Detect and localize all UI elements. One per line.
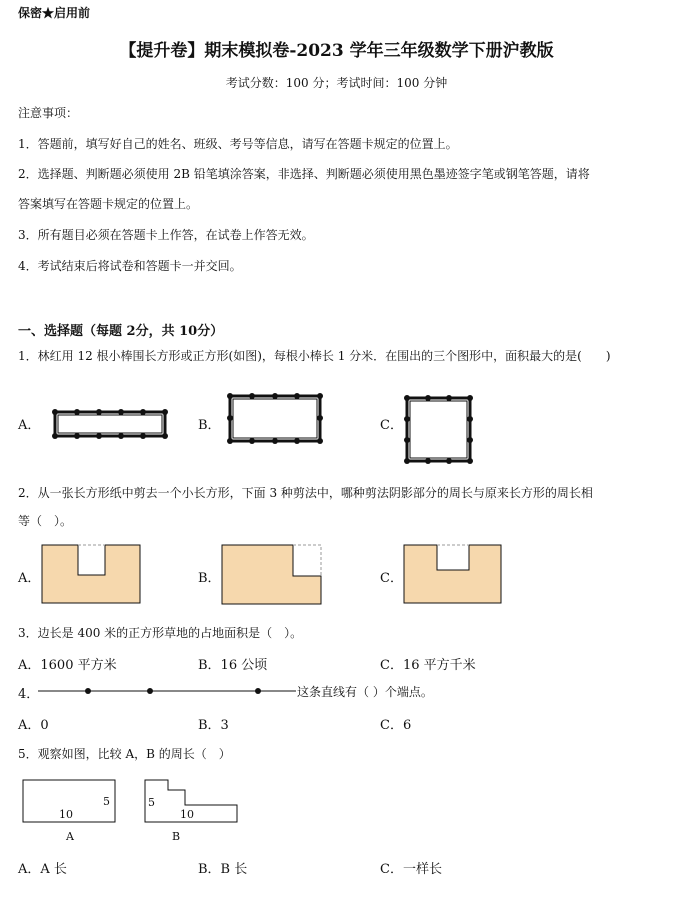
notes-heading: 注意事项： bbox=[18, 106, 79, 120]
q5-option-b: B．B 长 bbox=[198, 862, 248, 877]
q1-stem: 1．林红用 12 根小棒围长方形或正方形(如图)，每根小棒长 1 分米．在围出的三个图形中，面积最大的是( ) bbox=[18, 349, 611, 363]
q2-option-a: A． bbox=[18, 571, 41, 586]
q5-figure-b-height: 5 bbox=[148, 796, 155, 809]
q4-number: 4． bbox=[18, 687, 40, 702]
note-item: 3．所有题目必须在答题卡上作答，在试卷上作答无效。 bbox=[18, 228, 314, 242]
q1-option-a: A． bbox=[18, 418, 41, 433]
q4-option-c: C．6 bbox=[380, 718, 412, 733]
q1-option-b: B． bbox=[198, 418, 221, 433]
q3-stem: 3．边长是 400 米的正方形草地的占地面积是（ ）。 bbox=[18, 626, 303, 640]
page-title: 【提升卷】期末模拟卷-2023 学年三年级数学下册沪教版 bbox=[119, 41, 554, 61]
q2-option-c: C． bbox=[380, 571, 403, 586]
q2-stem-line2: 等（ ）。 bbox=[18, 514, 73, 528]
q5-option-a: A．A 长 bbox=[18, 862, 67, 877]
q4-option-b: B．3 bbox=[198, 718, 229, 733]
confidential-label: 保密★启用前 bbox=[18, 6, 91, 20]
q4-suffix: 这条直线有（ ）个端点。 bbox=[297, 685, 433, 699]
q1-option-c: C． bbox=[380, 418, 403, 433]
q5-figure-a-caption: A bbox=[66, 830, 74, 843]
q4-option-a: A．0 bbox=[18, 718, 49, 733]
note-item: 答案填写在答题卡规定的位置上。 bbox=[18, 197, 199, 211]
q5-figure-b-width: 10 bbox=[180, 808, 194, 821]
q2-stem-line1: 2．从一张长方形纸中剪去一个小长方形，下面 3 种剪法中，哪种剪法阴影部分的周长与原来长方形的周长相 bbox=[18, 486, 593, 500]
note-item: 4．考试结束后将试卷和答题卡一并交回。 bbox=[18, 259, 242, 273]
exam-info: 考试分数：100 分；考试时间：100 分钟 bbox=[225, 76, 448, 90]
q5-figure-b-caption: B bbox=[172, 830, 181, 843]
section-heading: 一、选择题（每题 2分，共 10分） bbox=[18, 324, 224, 339]
q5-stem: 5．观察如图，比较 A，B 的周长（ ） bbox=[18, 747, 231, 761]
note-item: 1．答题前，填写好自己的姓名、班级、考号等信息，请写在答题卡规定的位置上。 bbox=[18, 137, 458, 151]
q5-figure-a-width: 10 bbox=[59, 808, 73, 821]
q3-option-b: B．16 公顷 bbox=[198, 658, 268, 673]
note-item: 2．选择题、判断题必须使用 2B 铅笔填涂答案，非选择、判断题必须使用黑色墨迹签字笔或钢笔答题，请将 bbox=[18, 167, 590, 181]
q5-figure-a-height: 5 bbox=[103, 795, 110, 808]
q2-option-b: B． bbox=[198, 571, 221, 586]
q5-option-c: C．一样长 bbox=[380, 862, 442, 877]
q3-option-c: C．16 平方千米 bbox=[380, 658, 476, 673]
q3-option-a: A．1600 平方米 bbox=[18, 658, 117, 673]
